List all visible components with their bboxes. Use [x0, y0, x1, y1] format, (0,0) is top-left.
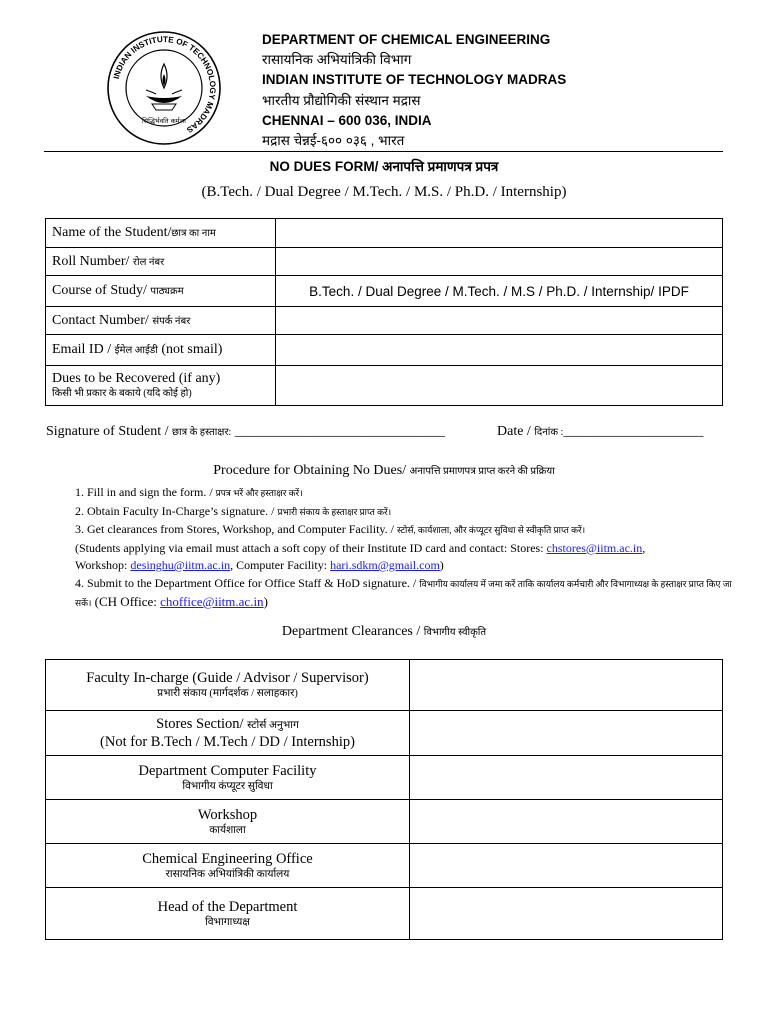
- name-label: Name of the Student/छात्र का नाम: [46, 219, 276, 248]
- institute-name-hindi: भारतीय प्रौद्योगिकी संस्थान मद्रास: [262, 92, 421, 108]
- email-field[interactable]: [276, 335, 723, 366]
- dues-label: Dues to be Recovered (if any) किसी भी प्रकार के बकाये (यदि कोई हो): [46, 366, 276, 406]
- step-1: 1. Fill in and sign the form. / प्रपत्र भरें और हस्ताक्षर करें।: [75, 485, 303, 499]
- date-line[interactable]: Date / दिनांक :____________________: [497, 424, 704, 439]
- stores-section-label: Stores Section/ स्टोर्स अनुभाग (Not for B.Tech / M.Tech / DD / Internship): [46, 711, 410, 756]
- course-label: Course of Study/ पाठ्यक्रम: [46, 276, 276, 307]
- che-office-label: Chemical Engineering Office रासायनिक अभियांत्रिकी कार्यालय: [46, 844, 410, 888]
- computer-facility-email-link[interactable]: hari.sdkm@gmail.com: [330, 558, 440, 572]
- table-row: [46, 276, 723, 307]
- table-row: [46, 335, 723, 366]
- step-4: 4. Submit to the Department Office for Office Staff & HoD signature. / विभागीय कार्यालय में जमा करें ताकि कार्यालय कर्मचारी और विभागाध्यक्ष के हस्ताक्षर प्राप्त किए जा सकें। (CH Office: choffice@iitm.ac.in): [75, 575, 732, 609]
- table-row: [46, 307, 723, 335]
- computer-facility-signature-cell[interactable]: [410, 756, 723, 800]
- che-office-signature-cell[interactable]: [410, 844, 723, 888]
- dues-field[interactable]: [276, 366, 723, 406]
- workshop-signature-cell[interactable]: [410, 800, 723, 844]
- form-subtitle: (B.Tech. / Dual Degree / M.Tech. / M.S. / Ph.D. / Internship): [201, 184, 567, 200]
- table-row: [46, 711, 723, 756]
- step-3: 3. Get clearances from Stores, Workshop, and Computer Facility. / स्टोर्स, कार्यशाला, और कंप्यूटर सुविधा से स्वीकृति प्राप्त करें।: [75, 522, 586, 536]
- table-row: [46, 844, 723, 888]
- clearances-table: [45, 659, 723, 940]
- logo-motto: सिद्धिर्भवति कर्मजा: [142, 117, 186, 125]
- clearances-title: Department Clearances / विभागीय स्वीकृति: [281, 624, 487, 639]
- address-hindi: मद्रास चेन्नई-६०० ०३६ , भारत: [262, 132, 405, 148]
- contact-field[interactable]: [276, 307, 723, 335]
- computer-facility-label: Department Computer Facility विभागीय कंप्यूटर सुविधा: [46, 756, 410, 800]
- table-row: [46, 660, 723, 711]
- email-label: Email ID / ईमेल आईडी (not smail): [46, 335, 276, 366]
- table-row: [46, 366, 723, 406]
- form-title: NO DUES FORM/ अनापत्ति प्रमाणपत्र प्रपत्र: [269, 159, 499, 174]
- department-name-hindi: रासायनिक अभियांत्रिकी विभाग: [262, 52, 412, 68]
- student-details-table: [45, 218, 723, 406]
- table-row: [46, 888, 723, 940]
- email-note: (Students applying via email must attach a soft copy of their Institute ID card and contact: Stores: chstores@iitm.ac.in,: [75, 540, 646, 555]
- faculty-incharge-signature-cell[interactable]: [410, 660, 723, 711]
- table-row: [46, 756, 723, 800]
- name-field[interactable]: [276, 219, 723, 248]
- email-note-cont: Workshop: desinghu@iitm.ac.in, Computer Facility: hari.sdkm@gmail.com): [75, 558, 444, 572]
- logo-ring-text: INDIAN INSTITUTE OF TECHNOLOGY MADRAS: [111, 34, 218, 135]
- department-name: DEPARTMENT OF CHEMICAL ENGINEERING: [262, 32, 551, 47]
- iitm-logo: [106, 30, 222, 146]
- workshop-email-link[interactable]: desinghu@iitm.ac.in: [130, 558, 231, 572]
- institute-name: INDIAN INSTITUTE OF TECHNOLOGY MADRAS: [262, 72, 567, 88]
- roll-field[interactable]: [276, 248, 723, 276]
- table-row: [46, 219, 723, 248]
- header-divider: [44, 151, 723, 152]
- ch-office-email-link[interactable]: choffice@iitm.ac.in: [160, 594, 264, 609]
- table-row: [46, 800, 723, 844]
- workshop-label: Workshop कार्यशाला: [46, 800, 410, 844]
- procedure-title: Procedure for Obtaining No Dues/ अनापत्ति प्रमाणपत्र प्राप्त करने की प्रक्रिया: [213, 463, 555, 478]
- hod-label: Head of the Department विभागाध्यक्ष: [46, 888, 410, 940]
- contact-label: Contact Number/ संपर्क नंबर: [46, 307, 276, 335]
- procedure-steps: [75, 484, 735, 613]
- course-field[interactable]: B.Tech. / Dual Degree / M.Tech. / M.S / Ph.D. / Internship/ IPDF: [276, 276, 723, 307]
- stores-email-link[interactable]: chstores@iitm.ac.in: [546, 540, 643, 555]
- step-2: 2. Obtain Faculty In-Charge’s signature. / प्रभारी संकाय के हस्ताक्षर प्राप्त करें।: [75, 503, 392, 518]
- table-row: [46, 248, 723, 276]
- hod-signature-cell[interactable]: [410, 888, 723, 940]
- letterhead: [262, 30, 702, 151]
- student-signature-line[interactable]: Signature of Student / छात्र के हस्ताक्षर: ______________________________: [46, 424, 445, 439]
- roll-label: Roll Number/ रोल नंबर: [46, 248, 276, 276]
- address: CHENNAI – 600 036, INDIA: [262, 112, 432, 128]
- faculty-incharge-label: Faculty In-charge (Guide / Advisor / Supervisor) प्रभारी संकाय (मार्गदर्शक / सलाहकार): [46, 660, 410, 711]
- stores-section-signature-cell[interactable]: [410, 711, 723, 756]
